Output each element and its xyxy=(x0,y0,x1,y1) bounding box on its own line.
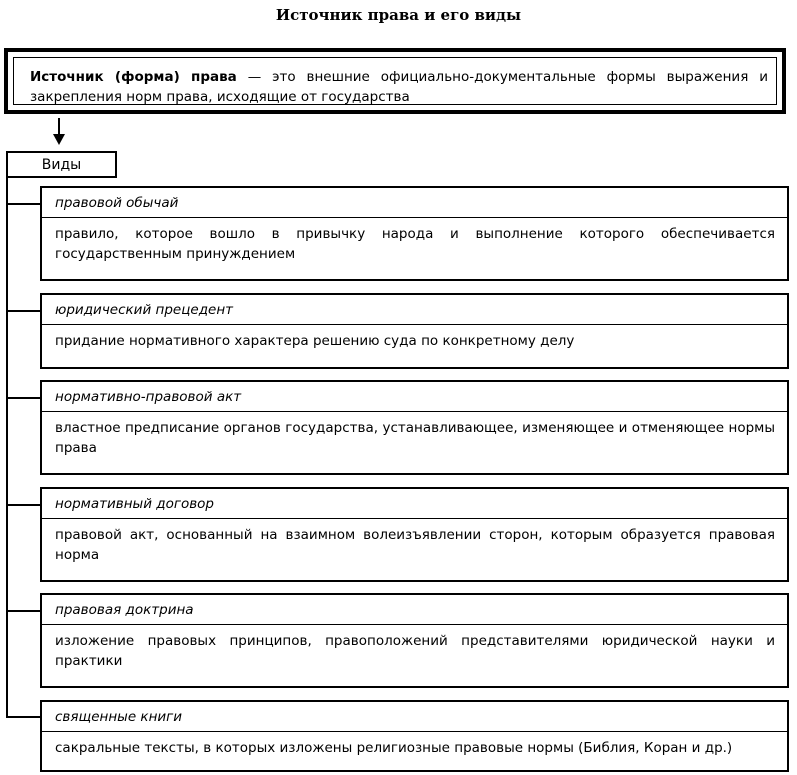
definition-text xyxy=(30,67,768,107)
connector-branch xyxy=(6,610,42,612)
type-description: сакральные тексты, в которых изложены религиозные правовые нормы (Библия, Коран и др.) xyxy=(55,740,733,756)
type-box-precedent xyxy=(40,293,789,369)
type-name: нормативно-правовой акт xyxy=(42,382,787,412)
type-name: священные книги xyxy=(42,702,787,732)
type-box-normative-act xyxy=(40,380,789,475)
type-description: придание нормативного характера решению суда по конкретному делу xyxy=(55,333,575,349)
diagram-title: Источник права и его виды xyxy=(275,6,522,24)
connector-branch xyxy=(6,504,42,506)
type-box-normative-contract xyxy=(40,487,789,582)
type-box-sacred-books xyxy=(40,700,789,772)
connector-branch xyxy=(6,310,42,312)
type-box-doctrine xyxy=(40,593,789,688)
connector-branch xyxy=(6,397,42,399)
connector-branch xyxy=(6,203,42,205)
definition-inner-frame xyxy=(13,57,777,105)
connector-vertical-line xyxy=(6,177,8,718)
type-description: правовой акт, основанный на взаимном волеизъявлении сторон, которым образуется правовая норма xyxy=(55,527,775,563)
definition-body: — это внешние официально-документальные формы выражения и закрепления норм права, исходящие от государства xyxy=(30,69,768,105)
definition-term: Источник (форма) права xyxy=(30,69,237,85)
type-name: правовая доктрина xyxy=(42,595,787,625)
type-description: властное предписание органов государства, устанавливающее, изменяющее и отменяющее нормы права xyxy=(55,420,775,456)
type-description: правило, которое вошло в привычку народа и выполнение которого обеспечивается государственным принуждением xyxy=(55,226,775,262)
type-box-custom xyxy=(40,186,789,281)
type-name: правовой обычай xyxy=(42,188,787,218)
arrow-down-icon xyxy=(53,134,65,145)
definition-box xyxy=(4,48,786,114)
type-description: изложение правовых принципов, правоположений представителями юридической науки и практики xyxy=(55,633,775,669)
types-label-box: Виды xyxy=(6,151,117,178)
connector-branch xyxy=(6,716,42,718)
type-name: юридический прецедент xyxy=(42,295,787,325)
type-name: нормативный договор xyxy=(42,489,787,519)
